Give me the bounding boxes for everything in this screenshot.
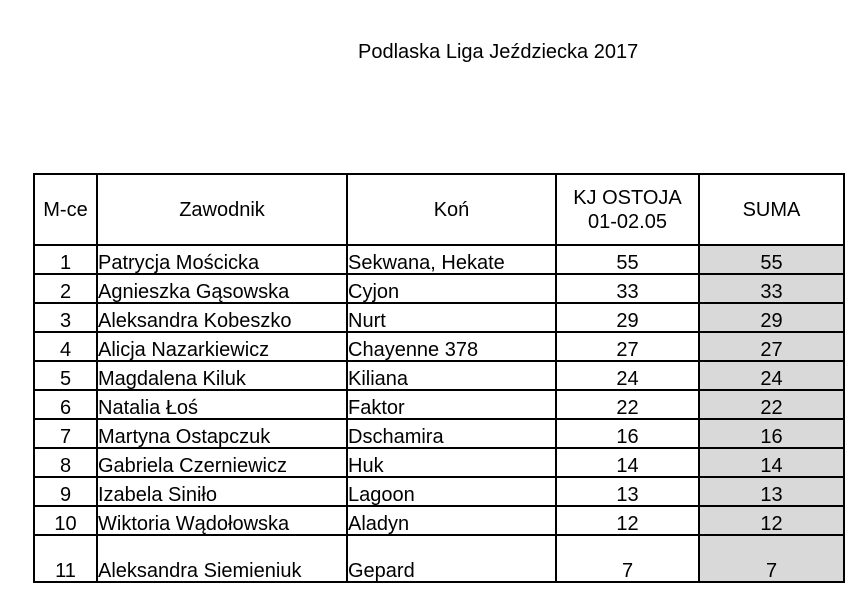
cell-place: 2 <box>34 274 97 303</box>
table-row <box>34 245 844 274</box>
cell-rider: Agnieszka Gąsowska <box>97 274 347 303</box>
table-row <box>34 506 844 535</box>
table-row <box>34 535 844 582</box>
cell-rider: Martyna Ostapczuk <box>97 419 347 448</box>
cell-sum: 13 <box>699 477 844 506</box>
cell-rider: Aleksandra Siemieniuk <box>97 535 347 582</box>
cell-rider: Gabriela Czerniewicz <box>97 448 347 477</box>
cell-sum: 22 <box>699 390 844 419</box>
cell-horse: Huk <box>347 448 556 477</box>
results-table <box>33 173 845 583</box>
cell-event-points: 13 <box>556 477 699 506</box>
cell-sum: 7 <box>699 535 844 582</box>
cell-horse: Dschamira <box>347 419 556 448</box>
cell-horse: Nurt <box>347 303 556 332</box>
cell-horse: Sekwana, Hekate <box>347 245 556 274</box>
table-row <box>34 303 844 332</box>
cell-place: 9 <box>34 477 97 506</box>
table-row <box>34 390 844 419</box>
cell-event-points: 14 <box>556 448 699 477</box>
cell-place: 8 <box>34 448 97 477</box>
cell-rider: Wiktoria Wądołowska <box>97 506 347 535</box>
table-row <box>34 419 844 448</box>
cell-event-points: 33 <box>556 274 699 303</box>
cell-horse: Faktor <box>347 390 556 419</box>
cell-event-points: 7 <box>556 535 699 582</box>
header-event-date: 01-02.05 <box>588 210 667 233</box>
header-sum: SUMA <box>699 174 844 245</box>
cell-sum: 16 <box>699 419 844 448</box>
cell-rider: Izabela Siniło <box>97 477 347 506</box>
cell-event-points: 16 <box>556 419 699 448</box>
cell-sum: 29 <box>699 303 844 332</box>
cell-event-points: 24 <box>556 361 699 390</box>
cell-rider: Natalia Łoś <box>97 390 347 419</box>
header-rider: Zawodnik <box>97 174 347 245</box>
header-place: M-ce <box>34 174 97 245</box>
cell-rider: Magdalena Kiluk <box>97 361 347 390</box>
cell-place: 10 <box>34 506 97 535</box>
cell-sum: 55 <box>699 245 844 274</box>
header-horse: Koń <box>347 174 556 245</box>
cell-event-points: 12 <box>556 506 699 535</box>
cell-sum: 14 <box>699 448 844 477</box>
cell-place: 6 <box>34 390 97 419</box>
cell-rider: Aleksandra Kobeszko <box>97 303 347 332</box>
cell-place: 5 <box>34 361 97 390</box>
table-row <box>34 361 844 390</box>
cell-horse: Lagoon <box>347 477 556 506</box>
cell-event-points: 55 <box>556 245 699 274</box>
table-row <box>34 448 844 477</box>
cell-rider: Patrycja Mościcka <box>97 245 347 274</box>
table-row <box>34 332 844 361</box>
cell-horse: Kiliana <box>347 361 556 390</box>
header-event-name: KJ OSTOJA <box>573 186 682 209</box>
table-row <box>34 274 844 303</box>
cell-horse: Aladyn <box>347 506 556 535</box>
cell-sum: 12 <box>699 506 844 535</box>
cell-place: 4 <box>34 332 97 361</box>
table-row <box>34 477 844 506</box>
page-title: Podlaska Liga Jeździecka 2017 <box>358 41 639 63</box>
cell-sum: 24 <box>699 361 844 390</box>
cell-horse: Cyjon <box>347 274 556 303</box>
cell-place: 1 <box>34 245 97 274</box>
cell-place: 3 <box>34 303 97 332</box>
cell-place: 11 <box>34 535 97 582</box>
cell-horse: Gepard <box>347 535 556 582</box>
header-row <box>34 174 844 245</box>
header-event <box>556 174 699 245</box>
cell-event-points: 27 <box>556 332 699 361</box>
cell-place: 7 <box>34 419 97 448</box>
cell-event-points: 29 <box>556 303 699 332</box>
cell-event-points: 22 <box>556 390 699 419</box>
cell-rider: Alicja Nazarkiewicz <box>97 332 347 361</box>
cell-sum: 27 <box>699 332 844 361</box>
cell-sum: 33 <box>699 274 844 303</box>
cell-horse: Chayenne 378 <box>347 332 556 361</box>
